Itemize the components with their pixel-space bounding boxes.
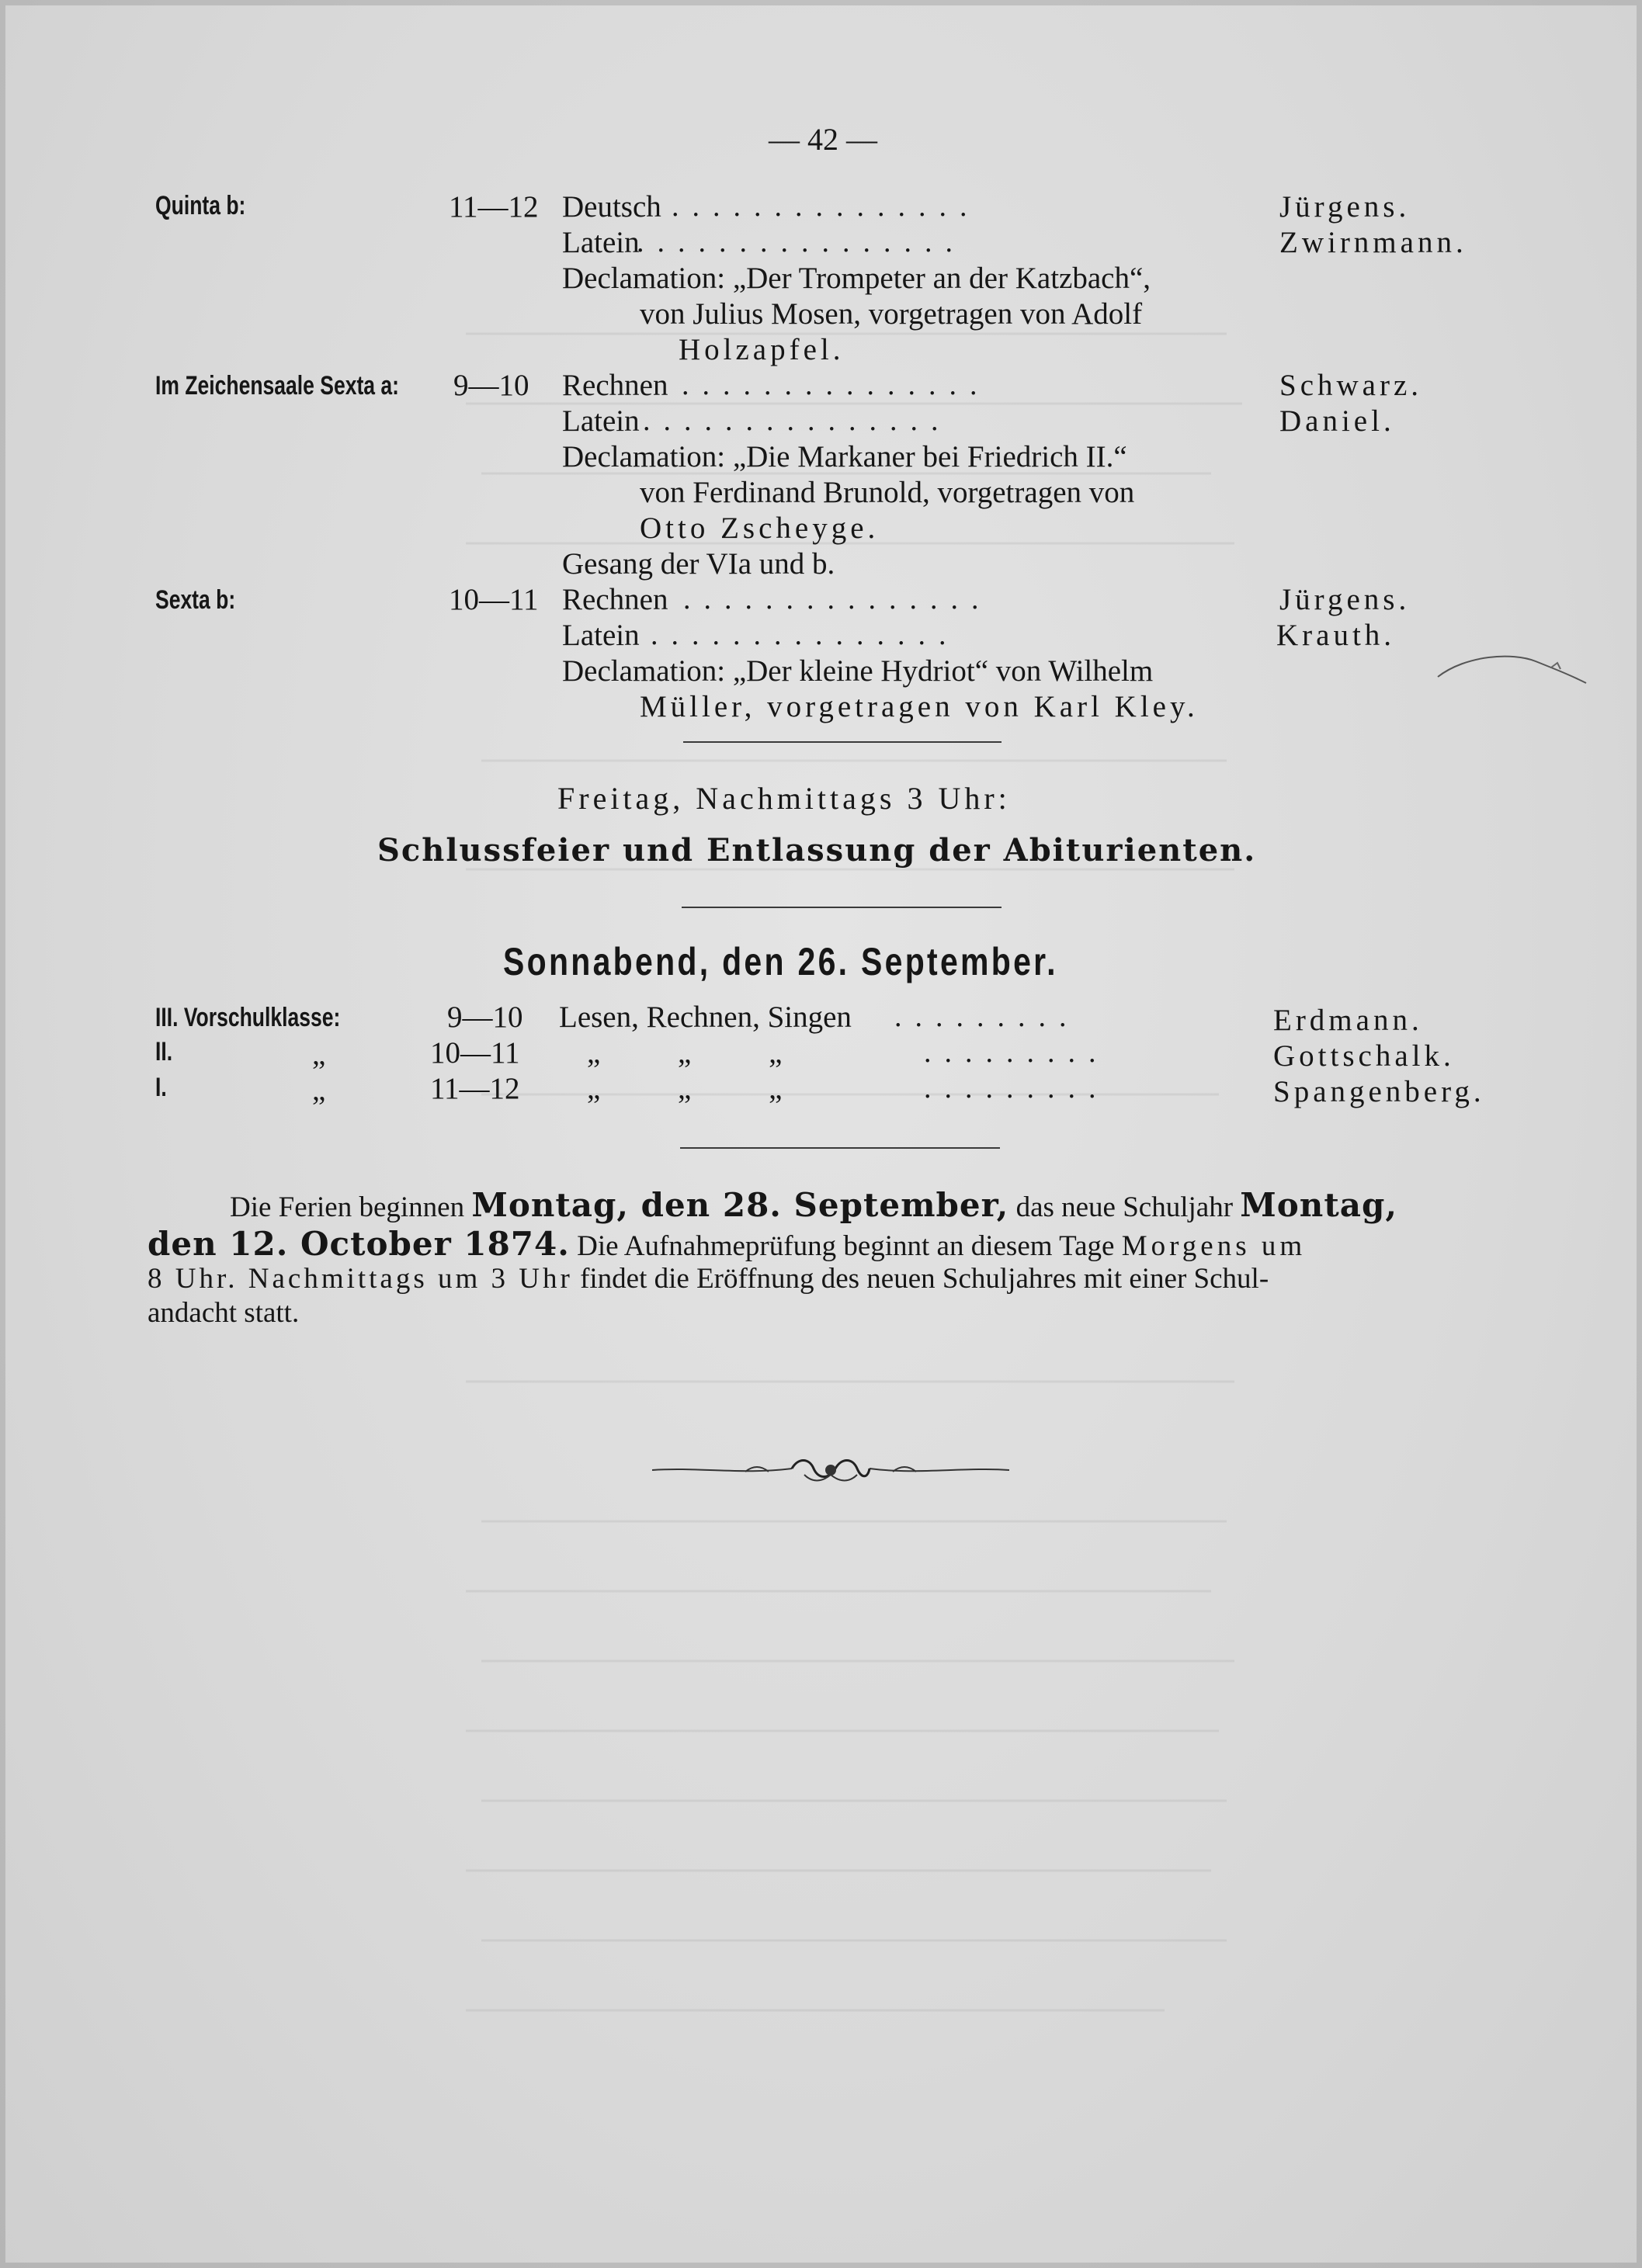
class-label-quinta-b: Quinta b: (155, 191, 246, 220)
page-number: — 42 — (769, 122, 877, 157)
gesang-line: Gesang der VIa und b. (562, 547, 835, 581)
time-slot: 9—10 (453, 369, 529, 402)
ditto-mark: „ (312, 1073, 326, 1107)
teacher-name: Zwirnmann. (1279, 226, 1467, 259)
declamation-line: Holzapfel. (679, 333, 845, 366)
teacher-name: Jürgens. (1279, 583, 1411, 616)
declamation-line: Declamation: „Der kleine Hydriot“ von Wilhelm (562, 654, 1154, 688)
closing-line-3: 8 Uhr. Nachmittags um 3 Uhr findet die Eröffnung des neuen Schuljahres mit einer Schul- (148, 1263, 1269, 1295)
teacher-name: Daniel. (1279, 404, 1395, 438)
subject: Latein (562, 226, 640, 259)
dot-leader: ............... (643, 404, 952, 437)
time-slot: 9—10 (447, 1000, 523, 1034)
declamation-line: Declamation: „Die Markaner bei Friedrich II.“ (562, 440, 1127, 473)
closing-line-2: den 12. October 1874. Die Aufnahmeprüfung beginnt an diesem Tage Morgens um (148, 1225, 1307, 1263)
time-slot: 11—12 (449, 190, 539, 224)
dot-leader: ............... (682, 369, 991, 401)
friday-heading: Freitag, Nachmittags 3 Uhr: (557, 781, 1011, 816)
declamation-line: Müller, vorgetragen von Karl Kley. (640, 690, 1199, 723)
ditto-mark: „ (312, 1038, 326, 1071)
subject: Rechnen (562, 583, 668, 616)
teacher-name: Spangenberg. (1273, 1075, 1485, 1108)
closing-line-4: andacht statt. (148, 1297, 300, 1329)
saturday-heading: Sonnabend, den 26. September. (503, 940, 1058, 983)
subject: Latein (562, 619, 640, 652)
dot-leader: ............... (672, 190, 981, 223)
dot-leader: ......... (924, 1036, 1109, 1069)
dot-leader: ......... (894, 1000, 1080, 1033)
class-label-sexta-b: Sexta b: (155, 585, 236, 615)
declamation-line: Declamation: „Der Trompeter an der Katzbach“, (562, 262, 1151, 295)
teacher-name: Erdmann. (1273, 1004, 1423, 1037)
time-slot: 11—12 (430, 1072, 520, 1105)
dot-leader: ......... (924, 1072, 1109, 1105)
teacher-name: Gottschalk. (1273, 1039, 1455, 1073)
time-slot: 10—11 (430, 1036, 520, 1070)
dot-leader: ............... (683, 583, 992, 616)
vorschul-class-label: II. (155, 1037, 173, 1066)
ditto-subject: „ „ „ (587, 1036, 783, 1070)
teacher-name: Jürgens. (1279, 190, 1411, 224)
ditto-subject: „ „ „ (587, 1072, 783, 1105)
vorschul-class-label: III. Vorschulklasse: (155, 1003, 341, 1032)
subject: Rechnen (562, 369, 668, 402)
vorschul-class-label: I. (155, 1073, 167, 1102)
declamation-line: von Julius Mosen, vorgetragen von Adolf (640, 297, 1143, 331)
declamation-line: Otto Zscheyge. (640, 512, 880, 545)
abiturienten-heading: Schlussfeier und Entlassung der Abiturienten. (377, 832, 1257, 869)
declamation-line: von Ferdinand Brunold, vorgetragen von (640, 476, 1135, 509)
teacher-name: Schwarz. (1279, 369, 1423, 402)
teacher-name: Krauth. (1276, 619, 1396, 652)
closing-line-1: Die Ferien beginnen Montag, den 28. September, das neue Schuljahr Montag, (230, 1186, 1397, 1224)
dot-leader: ................ (637, 226, 966, 258)
time-slot: 10—11 (449, 583, 539, 616)
subject: Lesen, Rechnen, Singen (559, 1000, 852, 1034)
subject: Latein (562, 404, 640, 438)
dot-leader: ............... (651, 619, 960, 651)
class-label-sexta-a: Im Zeichensaale Sexta a: (155, 371, 399, 401)
subject: Deutsch (562, 190, 661, 224)
